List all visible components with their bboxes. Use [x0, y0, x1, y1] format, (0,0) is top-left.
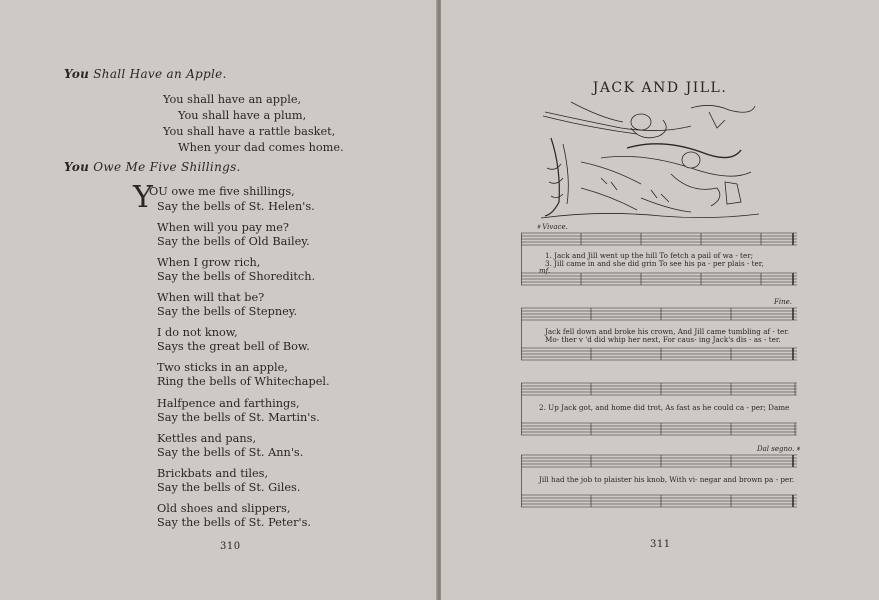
- segno-icon: 𝄋: [537, 223, 541, 231]
- drop-cap: Y: [133, 180, 153, 215]
- poem-line: Kettles and pans,: [157, 432, 257, 445]
- poem-line: When will you pay me?: [157, 221, 289, 234]
- poem-line: I do not know,: [157, 326, 238, 339]
- dal-segno-marking: Dal segno. 𝄋: [757, 445, 800, 453]
- lyric-line: 2. Up Jack got, and home did trot, As fast as he could ca - per; Dame: [539, 403, 790, 412]
- segno-icon: 𝄋: [796, 445, 800, 453]
- poem-line: Say the bells of St. Giles.: [157, 481, 301, 494]
- fine-marking: Fine.: [774, 298, 792, 306]
- poem-line: Say the bells of St. Peter's.: [157, 516, 312, 529]
- lyric-line: Mo- ther v 'd did whip her next, For caus- ing Jack's dis - as - ter.: [545, 335, 781, 344]
- poem-line: OU owe me five shillings,: [149, 185, 295, 198]
- left-page: [0, 0, 438, 600]
- poem-line: When I grow rich,: [157, 256, 261, 269]
- poem-title-apple: You Shall Have an Apple.: [64, 67, 227, 81]
- song-title: JACK AND JILL.: [592, 80, 728, 96]
- poem-line: Brickbats and tiles,: [157, 467, 269, 480]
- lyric-line: 1. Jack and Jill went up the hill To fetch a pail of wa - ter;: [545, 251, 754, 260]
- poem-line: When will that be?: [157, 291, 265, 304]
- page-number: 311: [650, 539, 671, 550]
- poem-line: Say the bells of Old Bailey.: [157, 235, 310, 248]
- poem-line: Say the bells of Stepney.: [157, 305, 298, 318]
- jack-and-jill-illustration: [541, 98, 759, 222]
- poem-line: You shall have a plum,: [178, 109, 307, 122]
- poem-line: Say the bells of St. Helen's.: [157, 200, 315, 213]
- poem-line: Ring the bells of Whitechapel.: [157, 375, 330, 388]
- poem-line: You shall have an apple,: [163, 93, 302, 106]
- poem-line: Say the bells of St. Martin's.: [157, 411, 320, 424]
- poem-line: You shall have a rattle basket,: [163, 125, 336, 138]
- lyric-line: Jack fell down and broke his crown, And Jill came tumbling af - ter.: [545, 327, 790, 336]
- lyric-line: Jill had the job to plaister his knob, With vi- negar and brown pa - per.: [539, 475, 795, 484]
- right-page: [441, 0, 879, 600]
- poem-line: Say the bells of St. Ann's.: [157, 446, 304, 459]
- poem-line: Halfpence and farthings,: [157, 397, 300, 410]
- poem-line: Old shoes and slippers,: [157, 502, 291, 515]
- poem-line: Says the great bell of Bow.: [157, 340, 310, 353]
- poem-line: Two sticks in an apple,: [157, 361, 288, 374]
- poem-line: When your dad comes home.: [178, 141, 344, 154]
- dynamic-marking: mf.: [539, 267, 551, 275]
- lyric-line: 3. Jill came in and she did grin To see his pa - per plais - ter,: [545, 259, 764, 268]
- page-number: 310: [220, 541, 241, 552]
- poem-line: Say the bells of Shoreditch.: [157, 270, 316, 283]
- tempo-marking: 𝄋 Vivace.: [537, 223, 568, 231]
- poem-title-shillings: You Owe Me Five Shillings.: [64, 160, 241, 174]
